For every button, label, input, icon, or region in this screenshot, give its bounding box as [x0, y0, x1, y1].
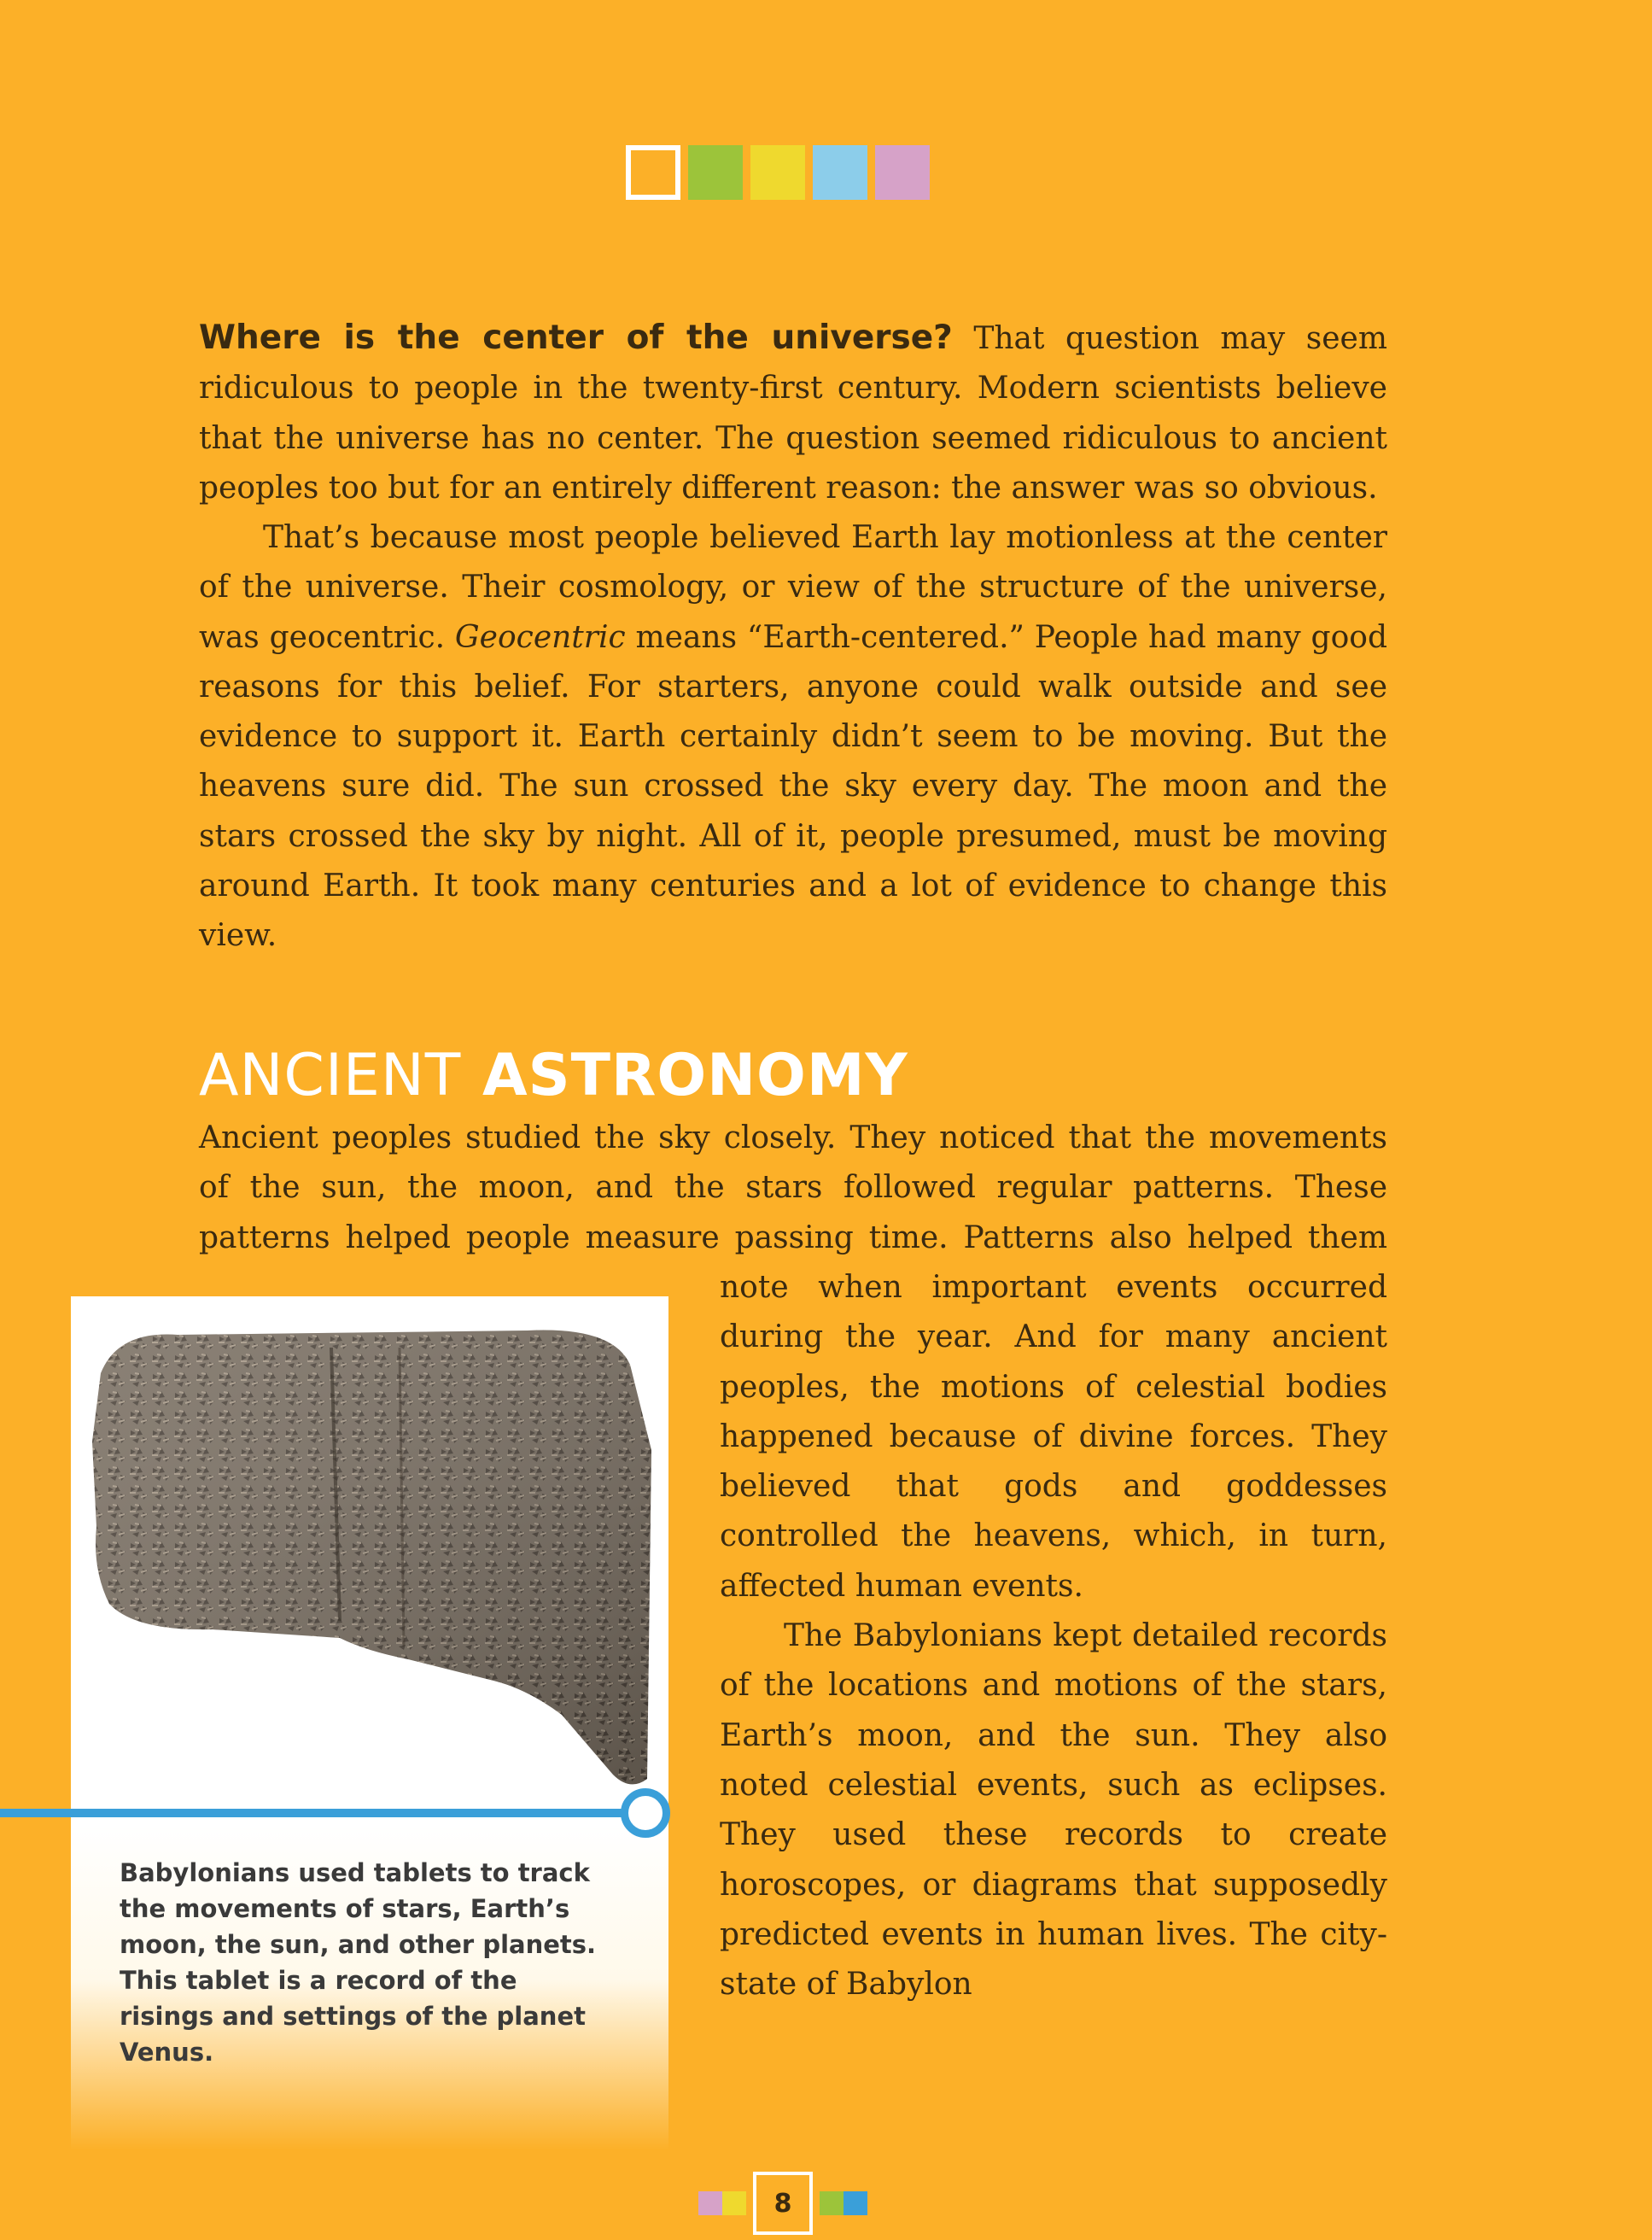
caption-connector-line: [0, 1809, 632, 1817]
right-column-text: [720, 1263, 1387, 2009]
footer-swatch-pink: [698, 2191, 722, 2215]
page-number: 8: [753, 2172, 813, 2235]
swatch-blue: [813, 145, 867, 200]
intro-paragraph-1: [199, 313, 1387, 513]
footer-swatch-yellow: [722, 2191, 746, 2215]
intro-paragraph-1-text: That question may seem ridiculous to people in the twenty-first century. Modern scientists believe that the universe has no center. The question seemed ridiculous to ancient peoples too but for an entirely different reason: the answer was so obvious.: [199, 321, 1387, 506]
swatch-yellow: [750, 145, 805, 200]
section-paragraph-2: The Babylonians kept detailed records of the locations and motions of the stars, Earth’s moon, and the sun. They also noted celestial events, such as eclipses. They used these records to create horoscopes, or diagrams that supposedly predicted events in human lives. The city-state of Babylon: [720, 1618, 1387, 2003]
intro-paragraph-2: [199, 513, 1387, 962]
caption-connector-ring: [621, 1788, 670, 1838]
footer-swatch-green: [820, 2191, 844, 2215]
geocentric-term: Geocentric: [454, 619, 626, 655]
swatch-green: [688, 145, 743, 200]
heading-bold-word: ASTRONOMY: [482, 1042, 908, 1109]
cuneiform-tablet-image: [84, 1313, 660, 1809]
page-footer: [698, 2169, 867, 2237]
intro-paragraph-2-start: That’s because most people believed Earth lay motionless at the center of the universe. Their cosmology, or view of the structure of the universe, was geocentric.: [199, 520, 1387, 655]
swatch-pink: [875, 145, 930, 200]
intro-paragraph-2-rest: means “Earth-centered.” People had many good reasons for this belief. For starters, anyone could walk outside and see evidence to support it. Earth certainly didn’t seem to be moving. But the heavens sure did. The sun crossed the sky every day. The moon and the stars crossed the sky by night. All of it, people presumed, must be moving around Earth. It took many centuries and a lot of evidence to change this view.: [199, 619, 1387, 954]
section-heading: [199, 1042, 908, 1110]
heading-light-word: ANCIENT: [199, 1042, 462, 1109]
section-paragraph-1-top: Ancient peoples studied the sky closely. They noticed that the movements of the sun, the moon, and the stars followed regular patterns. These patterns helped people measure passing time. Patterns also helped them: [199, 1120, 1387, 1255]
swatch-orange: [626, 145, 680, 200]
intro-lead-question: Where is the center of the universe?: [199, 319, 953, 357]
section-paragraph-1-continued: note when important events occurred during the year. And for many ancient peoples, the motions of celestial bodies happened because of divine forces. They believed that gods and goddesses controlled the heavens, which, in turn, affected human events.: [720, 1270, 1387, 1604]
footer-swatch-blue: [844, 2191, 867, 2215]
figure-caption: Babylonians used tablets to track the movements of stars, Earth’s moon, the sun, and other planets. This tablet is a record of the risings and settings of the planet Venus.: [120, 1858, 597, 2067]
header-color-swatches: [626, 145, 930, 200]
